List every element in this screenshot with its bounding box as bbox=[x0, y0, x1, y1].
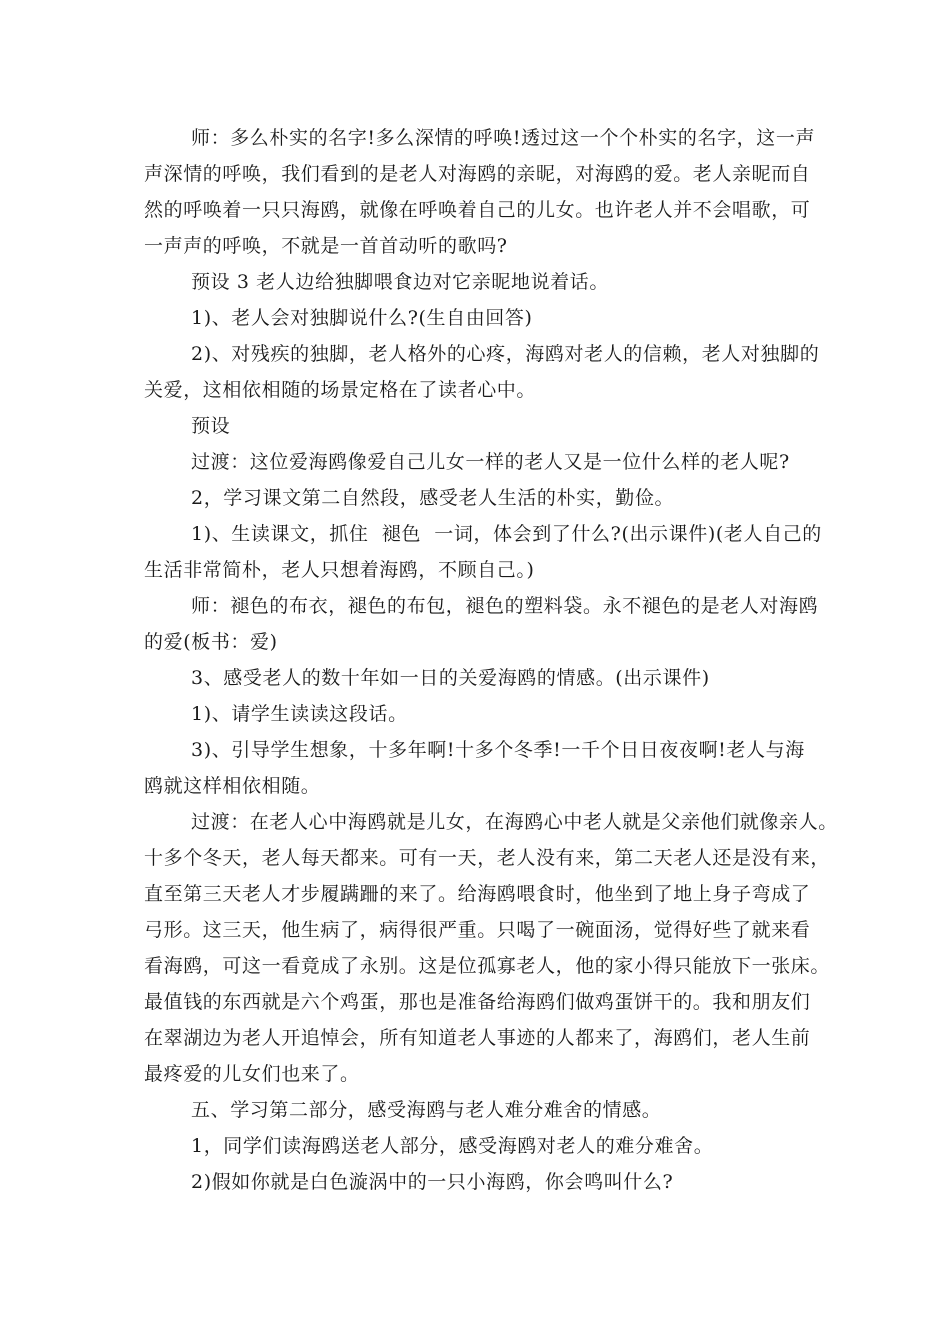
paragraph-line: 过渡：这位爱海鸥像爱自己儿女一样的老人又是一位什么样的老人呢? bbox=[191, 451, 790, 473]
paragraph-line: 在翠湖边为老人开追悼会，所有知道老人事迹的人都来了，海鸥们，老人生前 bbox=[144, 1027, 811, 1049]
paragraph-line: 一声声的呼唤，不就是一首首动听的歌吗? bbox=[144, 235, 508, 257]
paragraph-line: 预设 bbox=[191, 415, 231, 437]
paragraph-line: 看海鸥，可这一看竟成了永别。这是位孤寡老人，他的家小得只能放下一张床。 bbox=[144, 955, 831, 977]
paragraph-line: 关爱，这相依相随的场景定格在了读者心中。 bbox=[144, 379, 537, 401]
paragraph-line: 1)、生读课文，抓住 褪色 一词，体会到了什么?(出示课件)(老人自己的 bbox=[191, 523, 822, 545]
paragraph-line: 1)、老人会对独脚说什么?(生自由回答) bbox=[191, 307, 533, 329]
paragraph-line: 1)、请学生读读这段话。 bbox=[191, 703, 408, 725]
paragraph-line: 最值钱的东西就是六个鸡蛋，那也是准备给海鸥们做鸡蛋饼干的。我和朋友们 bbox=[144, 991, 811, 1013]
paragraph-line: 2)假如你就是白色漩涡中的一只小海鸥，你会鸣叫什么? bbox=[191, 1171, 674, 1193]
paragraph-line: 鸥就这样相依相随。 bbox=[144, 775, 321, 797]
paragraph-line: 五、学习第二部分，感受海鸥与老人难分难舍的情感。 bbox=[191, 1099, 662, 1121]
paragraph-line: 生活非常简朴，老人只想着海鸥，不顾自己。) bbox=[144, 559, 535, 581]
paragraph-line: 师：多么朴实的名字!多么深情的呼唤!透过这一个个朴实的名字，这一声 bbox=[191, 127, 816, 149]
paragraph-line: 2，学习课文第二自然段，感受老人生活的朴实，勤俭。 bbox=[191, 487, 675, 509]
paragraph-line: 然的呼唤着一只只海鸥，就像在呼唤着自己的儿女。也许老人并不会唱歌，可 bbox=[144, 199, 811, 221]
paragraph-line: 弓形。这三天，他生病了，病得很严重。只喝了一碗面汤，觉得好些了就来看 bbox=[144, 919, 811, 941]
paragraph-line: 预设 3 老人边给独脚喂食边对它亲昵地说着话。 bbox=[191, 271, 609, 293]
paragraph-line: 2)、对残疾的独脚，老人格外的心疼，海鸥对老人的信赖，老人对独脚的 bbox=[191, 343, 820, 365]
paragraph-line: 十多个冬天，老人每天都来。可有一天，老人没有来，第二天老人还是没有来， bbox=[144, 847, 831, 869]
paragraph-line: 3、感受老人的数十年如一日的关爱海鸥的情感。(出示课件) bbox=[191, 667, 710, 689]
paragraph-line: 的爱(板书：爱) bbox=[144, 631, 278, 653]
paragraph-line: 最疼爱的儿女们也来了。 bbox=[144, 1063, 360, 1085]
paragraph-line: 直至第三天老人才步履蹒跚的来了。给海鸥喂食时，他坐到了地上身子弯成了 bbox=[144, 883, 811, 905]
paragraph-line: 3)、引导学生想象，十多年啊!十多个冬季!一千个日日夜夜啊!老人与海 bbox=[191, 739, 805, 761]
paragraph-line: 声深情的呼唤，我们看到的是老人对海鸥的亲昵，对海鸥的爱。老人亲昵而自 bbox=[144, 163, 811, 185]
paragraph-line: 过渡：在老人心中海鸥就是儿女，在海鸥心中老人就是父亲他们就像亲人。 bbox=[191, 811, 838, 833]
paragraph-line: 1，同学们读海鸥送老人部分，感受海鸥对老人的难分难舍。 bbox=[191, 1135, 714, 1157]
paragraph-line: 师：褪色的布衣，褪色的布包，褪色的塑料袋。永不褪色的是老人对海鸥 bbox=[191, 595, 819, 617]
